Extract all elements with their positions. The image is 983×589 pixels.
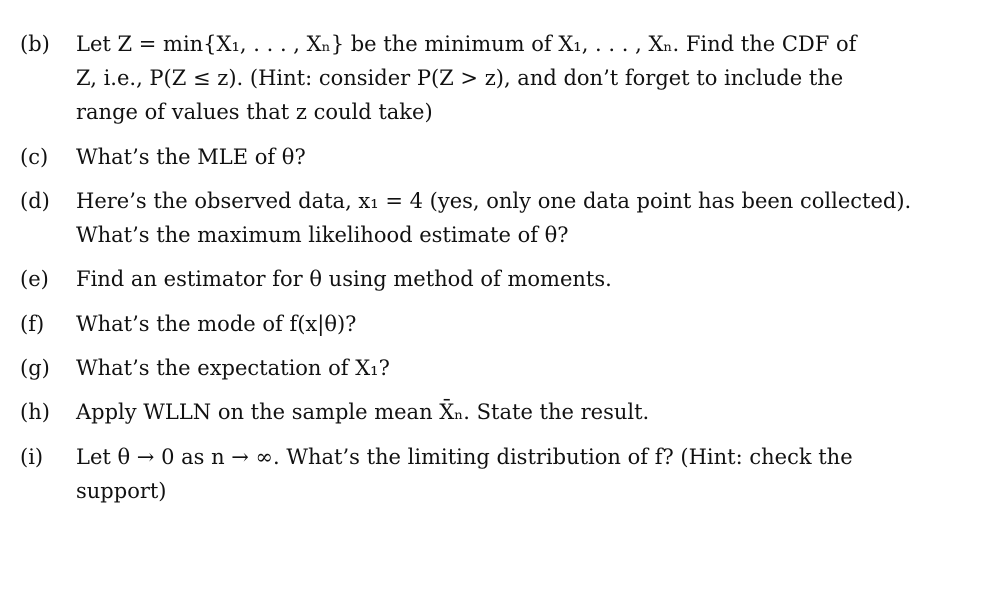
problem-label: (f) [20, 312, 45, 336]
problem-label: (g) [20, 356, 50, 380]
problem-text-line: Here’s the observed data, x₁ = 4 (yes, only one data point has been collected). [76, 189, 912, 213]
problem-text-line: Let Z = min{X₁, . . . , Xₙ} be the minimum of X₁, . . . , Xₙ. Find the CDF of [76, 32, 857, 56]
problem-text-line: What’s the mode of f(x|θ)? [76, 312, 357, 336]
problem-text-line: support) [76, 479, 167, 503]
problem-text-line: Z, i.e., P(Z ≤ z). (Hint: consider P(Z > z), and don’t forget to include the [76, 66, 844, 90]
problem-label: (i) [20, 445, 44, 469]
problem-label: (h) [20, 400, 50, 424]
problem-label: (d) [20, 189, 50, 213]
problem-label: (e) [20, 267, 49, 291]
problem-text-line: What’s the MLE of θ? [76, 145, 306, 169]
problem-text-line: What’s the maximum likelihood estimate of θ? [76, 223, 569, 247]
problem-label: (c) [20, 145, 49, 169]
problem-label: (b) [20, 32, 50, 56]
problem-text-line: Find an estimator for θ using method of moments. [76, 267, 612, 291]
problem-text-line: Let θ → 0 as n → ∞. What’s the limiting distribution of f? (Hint: check the [76, 445, 853, 469]
problem-text-line: Apply WLLN on the sample mean X̄ₙ. State the result. [76, 400, 650, 424]
problem-text-line: What’s the expectation of X₁? [76, 356, 390, 380]
problem-text-line: range of values that z could take) [76, 100, 433, 124]
